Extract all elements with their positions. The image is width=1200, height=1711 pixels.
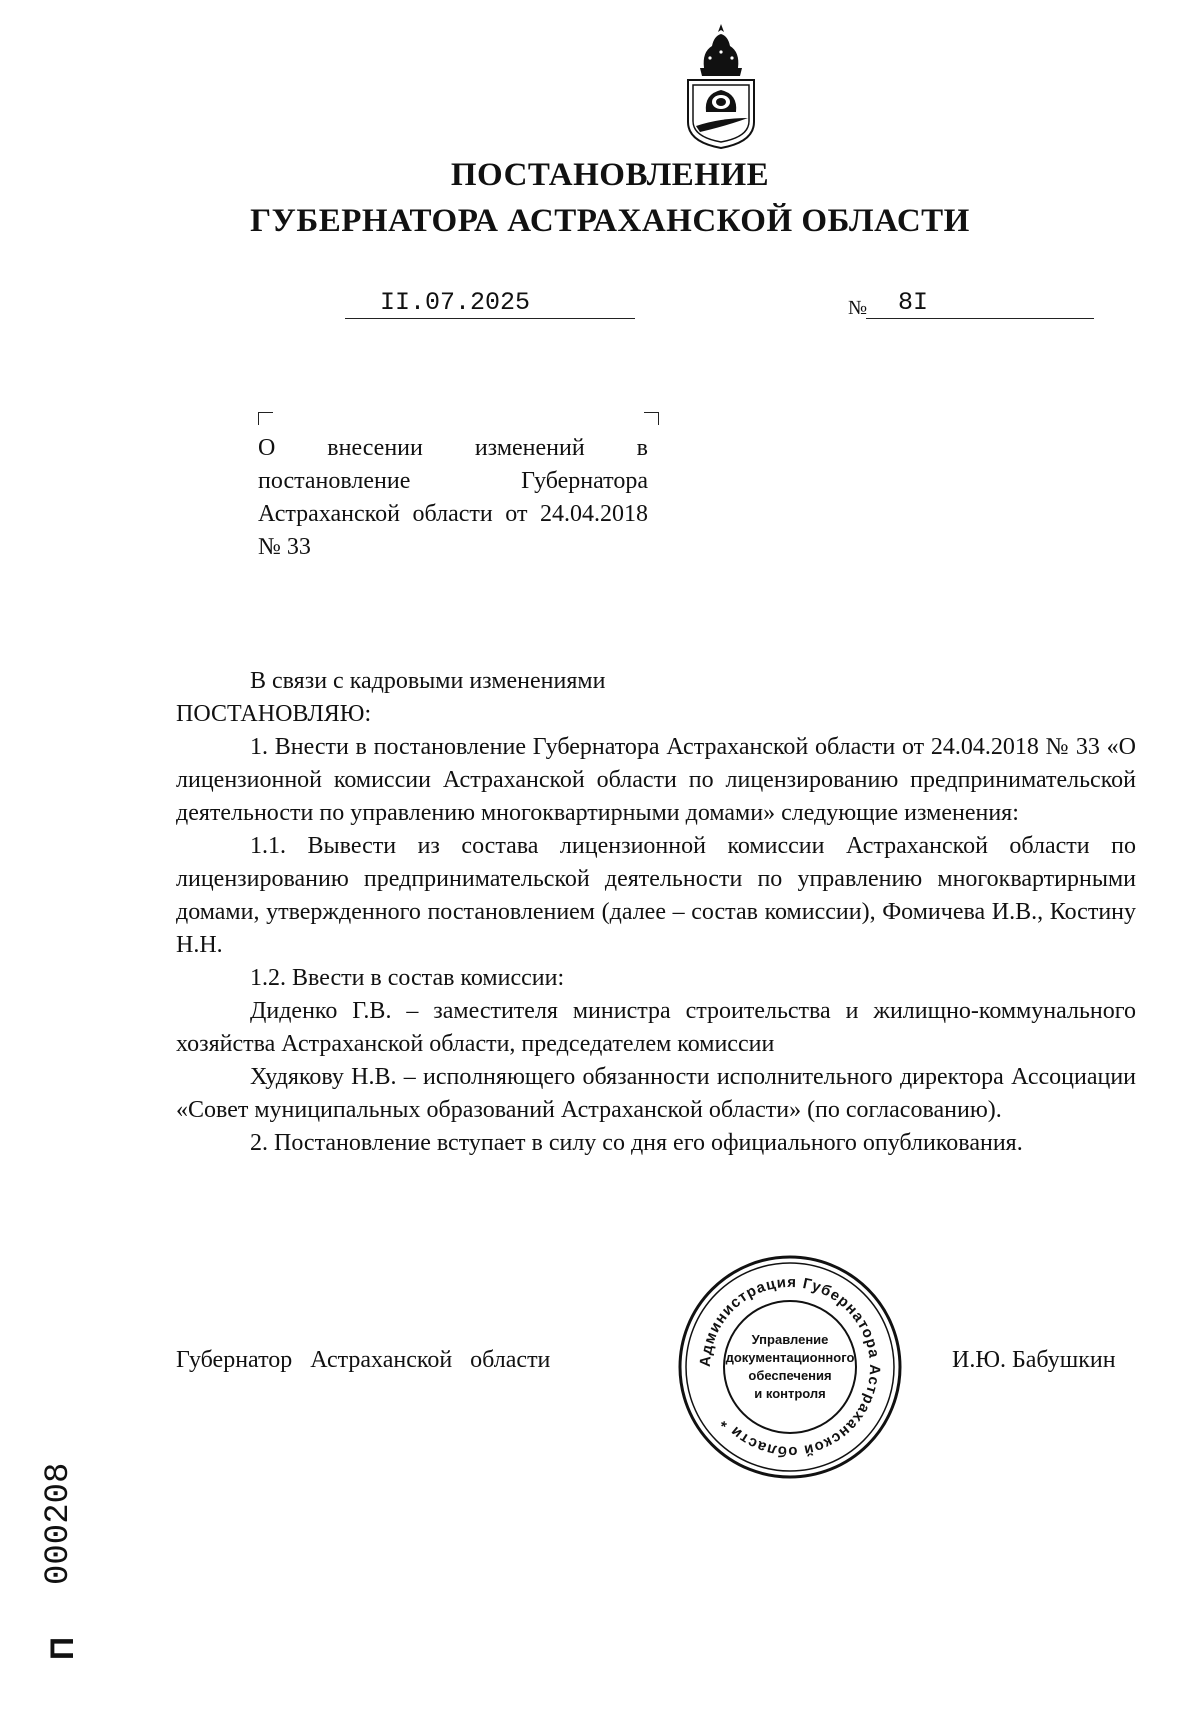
svg-text:и контроля: и контроля <box>754 1386 826 1401</box>
issuer-title: ГУБЕРНАТОРА АСТРАХАНСКОЙ ОБЛАСТИ <box>250 203 970 239</box>
form-serial-number: 000208 <box>40 1462 78 1585</box>
date-underline <box>345 318 635 319</box>
document-subject: О внесении изменений в постановление Губернатора Астраханской области от 24.04.2018 № 33 <box>258 435 648 560</box>
decree-word: ПОСТАНОВЛЯЮ: <box>176 701 372 727</box>
document-date: II.07.2025 <box>380 288 531 317</box>
document-body <box>176 665 1136 1160</box>
coat-of-arms-emblem <box>680 22 762 150</box>
paragraph-1-2-khudyakova: Худякову Н.В. – исполняющего обязанности исполнительного директора Ассоциации «Совет муниципальных образований Астраханской области» (по согласованию). <box>176 1064 1136 1123</box>
official-seal <box>676 1253 904 1481</box>
paragraph-1: 1. Внести в постановление Губернатора Астраханской области от 24.04.2018 № 33 «О лицензионной комиссии Астраханской области по лицензированию предпринимательской деятельности по управлению многоквартирными домами» следующие изменения: <box>176 734 1136 826</box>
svg-text:Управление: Управление <box>751 1332 829 1347</box>
paragraph-1-2-didenko: Диденко Г.В. – заместителя министра строительства и жилищно-коммунального хозяйства Астраханской области, председателем комиссии <box>176 998 1136 1057</box>
subject-bracket-left <box>258 412 273 425</box>
signatory-name: И.Ю. Бабушкин <box>952 1347 1116 1373</box>
form-series-letter: П <box>44 1637 80 1660</box>
number-label: № <box>848 297 868 319</box>
paragraph-1-1: 1.1. Вывести из состава лицензионной комиссии Астраханской области по лицензированию предпринимательской деятельности по управлению многоквартирными домами, утвержденного постановлением (далее – состав комиссии), Фомичева И.В., Костину Н.Н. <box>176 833 1136 958</box>
document-type-title: ПОСТАНОВЛЕНИЕ <box>450 157 770 193</box>
subject-bracket-right <box>644 412 659 425</box>
intro-paragraph: В связи с кадровыми изменениями <box>250 668 606 694</box>
signatory-position: Губернатор Астраханской области <box>176 1347 551 1373</box>
svg-text:документационного: документационного <box>725 1350 855 1365</box>
paragraph-2: 2. Постановление вступает в силу со дня его официального опубликования. <box>250 1130 1023 1156</box>
document-number: 8I <box>898 288 929 317</box>
number-underline <box>866 318 1094 319</box>
paragraph-1-2: 1.2. Ввести в состав комиссии: <box>250 965 565 991</box>
svg-text:обеспечения: обеспечения <box>748 1368 832 1383</box>
svg-text:Администрация Губернатора Астр: Администрация Губернатора Астраханской области * <box>696 1273 884 1461</box>
